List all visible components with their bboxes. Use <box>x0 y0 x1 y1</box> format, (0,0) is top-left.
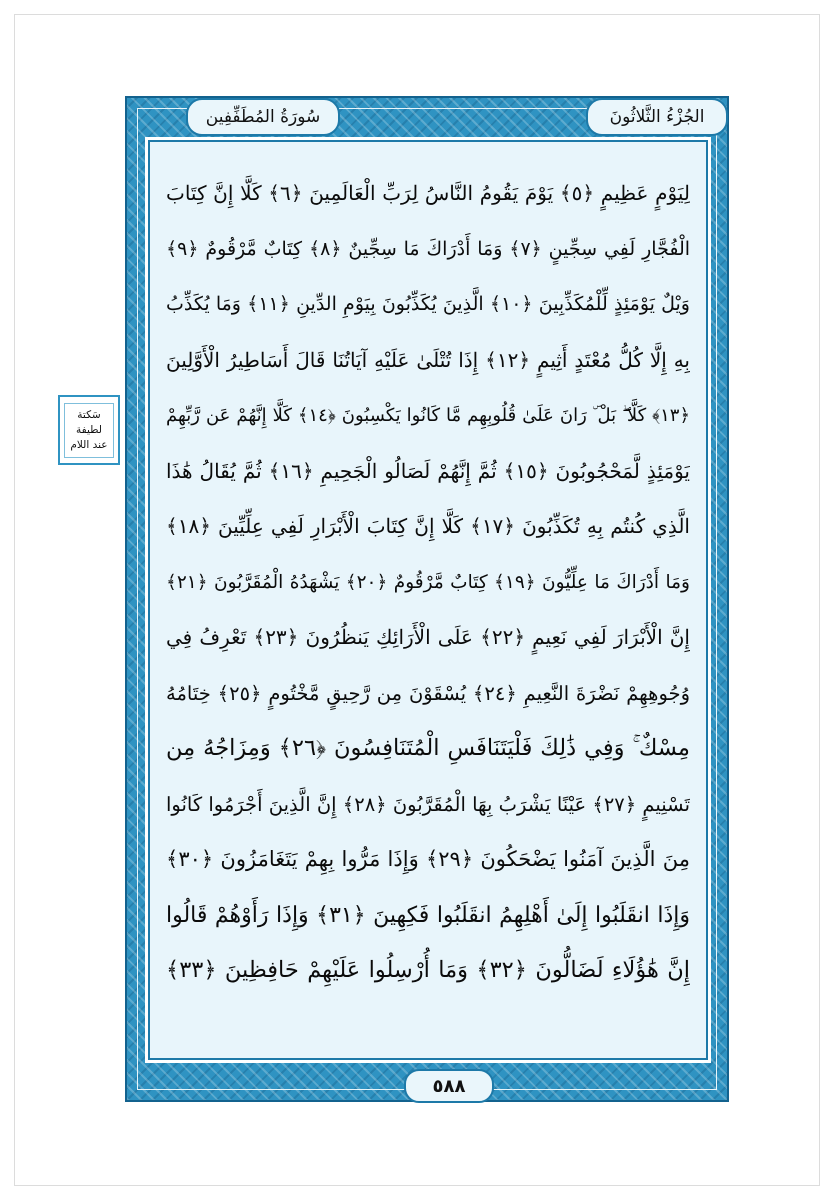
page-number: ٥٨٨ <box>404 1069 494 1103</box>
verse-line: وَإِذَا انقَلَبُوا إِلَىٰ أَهْلِهِمُ انقَلَبُوا فَكِهِينَ ﴿٣١﴾ وَإِذَا رَأَوْهُمْ قَالُوا <box>166 902 690 928</box>
quran-text-panel <box>148 140 708 1060</box>
verse-line: الْفُجَّارِ لَفِي سِجِّينٍ ﴿٧﴾ وَمَا أَدْرَاكَ مَا سِجِّينٌ ﴿٨﴾ كِتَابٌ مَّرْقُومٌ ﴿٩﴾ <box>166 237 690 260</box>
verse-line: تَسْنِيمٍ ﴿٢٧﴾ عَيْنًا يَشْرَبُ بِهَا الْمُقَرَّبُونَ ﴿٢٨﴾ إِنَّ الَّذِينَ أَجْرَمُوا كَانُوا <box>166 792 690 816</box>
verse-line: مِسْكٌ ۚ وَفِي ذَٰلِكَ فَلْيَتَنَافَسِ الْمُتَنَافِسُونَ ﴿٢٦﴾ وَمِزَاجُهُ مِن <box>166 735 690 761</box>
verse-line: وَمَا أَدْرَاكَ مَا عِلِّيُّونَ ﴿١٩﴾ كِتَابٌ مَّرْقُومٌ ﴿٢٠﴾ يَشْهَدُهُ الْمُقَرَّبُونَ ﴿٢١﴾ <box>166 571 690 593</box>
verse-lines <box>166 166 690 999</box>
verse-line: الَّذِي كُنتُم بِهِ تُكَذِّبُونَ ﴿١٧﴾ كَلَّا إِنَّ كِتَابَ الْأَبْرَارِ لَفِي عِلِّيِّينَ ﴿١٨﴾ <box>166 514 690 538</box>
verse-line: وُجُوهِهِمْ نَضْرَةَ النَّعِيمِ ﴿٢٤﴾ يُسْقَوْنَ مِن رَّحِيقٍ مَّخْتُومٍ ﴿٢٥﴾ خِتَامُهُ <box>166 681 690 705</box>
verse-line: ﴿١٣﴾ كَلَّا ۖ بَلْ ۜ رَانَ عَلَىٰ قُلُوبِهِم مَّا كَانُوا يَكْسِبُونَ ﴿١٤﴾ كَلَّا إِنَّهُمْ عَن رَّبِّهِمْ <box>166 405 690 426</box>
surah-name-label: سُورَةُ المُطَفِّفِين <box>186 98 340 136</box>
verse-line: إِنَّ هَٰؤُلَاءِ لَضَالُّونَ ﴿٣٢﴾ وَمَا أُرْسِلُوا عَلَيْهِمْ حَافِظِينَ ﴿٣٣﴾ <box>166 957 690 983</box>
verse-line: يَوْمَئِذٍ لَّمَحْجُوبُونَ ﴿١٥﴾ ثُمَّ إِنَّهُمْ لَصَالُو الْجَحِيمِ ﴿١٦﴾ ثُمَّ يُقَالُ هَٰذَا <box>166 458 690 483</box>
verse-line: بِهِ إِلَّا كُلُّ مُعْتَدٍ أَثِيمٍ ﴿١٢﴾ إِذَا تُتْلَىٰ عَلَيْهِ آيَاتُنَا قَالَ أَسَاطِيرُ الْأَوَّلِينَ <box>166 347 690 372</box>
margin-note <box>58 395 120 465</box>
verse-line: وَيْلٌ يَوْمَئِذٍ لِّلْمُكَذِّبِينَ ﴿١٠﴾ الَّذِينَ يُكَذِّبُونَ بِيَوْمِ الدِّينِ ﴿١١﴾ وَمَا يُكَذِّبُ <box>166 293 690 315</box>
verse-line: إِنَّ الْأَبْرَارَ لَفِي نَعِيمٍ ﴿٢٢﴾ عَلَى الْأَرَائِكِ يَنظُرُونَ ﴿٢٣﴾ تَعْرِفُ فِي <box>166 625 690 649</box>
juz-name-label: الجُزْءُ الثَّلاثُونَ <box>586 98 728 136</box>
margin-note-text: سَكتة لطيفة عند اللام <box>64 403 114 458</box>
verse-line: مِنَ الَّذِينَ آمَنُوا يَضْحَكُونَ ﴿٢٩﴾ وَإِذَا مَرُّوا بِهِمْ يَتَغَامَزُونَ ﴿٣٠﴾ <box>166 847 690 871</box>
verse-line: لِيَوْمٍ عَظِيمٍ ﴿٥﴾ يَوْمَ يَقُومُ النَّاسُ لِرَبِّ الْعَالَمِينَ ﴿٦﴾ كَلَّا إِنَّ كِتَابَ <box>166 181 690 205</box>
